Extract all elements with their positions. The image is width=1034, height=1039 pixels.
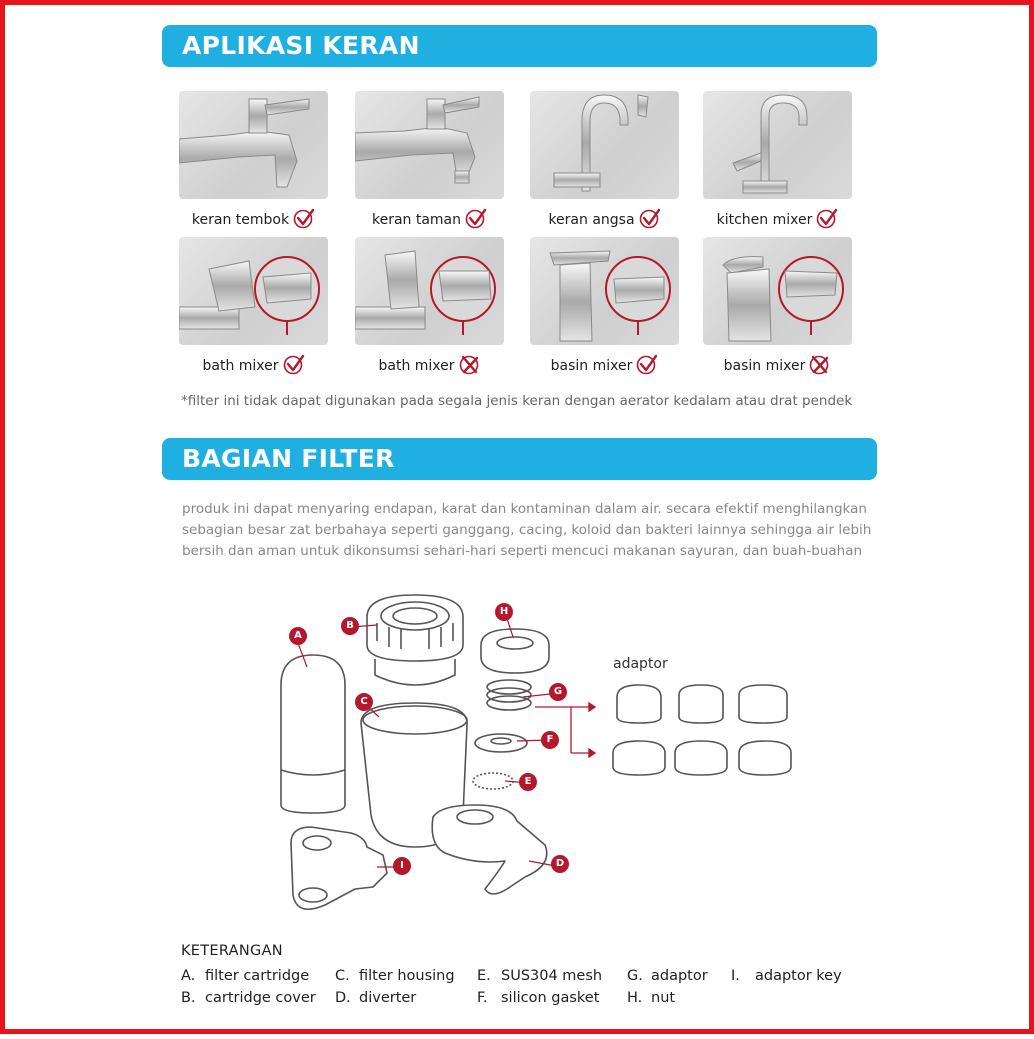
adaptor-arrows [535, 703, 595, 757]
faucet-tile [703, 237, 852, 379]
legend-text: filter cartridge [205, 968, 310, 984]
legend-text: adaptor [651, 968, 708, 984]
legend-text: nut [651, 990, 676, 1006]
legend-item [335, 990, 416, 1006]
faucet-tile [703, 91, 852, 233]
cross-icon [459, 353, 481, 379]
faucet-label: basin mixer [550, 358, 633, 374]
callout-i: I [393, 857, 411, 875]
legend-item [627, 968, 708, 984]
legend-text: cartridge cover [205, 990, 316, 1006]
faucet-tile [530, 91, 679, 233]
callout-h: H [495, 603, 513, 621]
legend-letter: A. [181, 968, 196, 984]
legend-letter: I. [731, 968, 740, 984]
faucet-photo [355, 91, 504, 199]
nut-drawing [481, 629, 549, 673]
legend-text: silicon gasket [501, 990, 600, 1006]
cartridge-cover-drawing [367, 595, 463, 685]
legend-title: KETERANGAN [181, 943, 283, 959]
faucet-caption [530, 207, 679, 233]
description-line: produk ini dapat menyaring endapan, karat dan kontaminan dalam air. secara efektif menghilangkan [182, 501, 867, 517]
faucet-label: kitchen mixer [716, 212, 813, 228]
legend-letter: B. [181, 990, 196, 1006]
legend-item [181, 968, 309, 984]
faucet-tile [355, 91, 504, 233]
description-line: bersih dan aman untuk dikonsumsi sehari-hari seperti mencuci makanan sayuran, dan buah-buahan [182, 543, 863, 559]
callout-g: G [549, 683, 567, 701]
silicon-gasket-drawing [475, 734, 527, 752]
faucet-tile [530, 237, 679, 379]
legend-item [731, 968, 842, 984]
faucet-photo [703, 237, 852, 345]
faucet-photo [530, 237, 679, 345]
legend-item [477, 968, 602, 984]
legend-item [627, 990, 675, 1006]
legend-text: filter housing [359, 968, 455, 984]
adaptor-key-drawing [291, 827, 387, 909]
adaptor-set-drawing [613, 685, 791, 775]
faucet-caption [179, 353, 328, 379]
faucet-tile [355, 237, 504, 379]
callout-d: D [551, 855, 569, 873]
faucet-label: keran taman [371, 212, 462, 228]
cross-icon [809, 353, 831, 379]
legend-letter: C. [335, 968, 350, 984]
section-title-bagian-filter: BAGIAN FILTER [162, 438, 877, 480]
section-title-aplikasi-keran: APLIKASI KERAN [162, 25, 877, 67]
legend-text: diverter [359, 990, 417, 1006]
faucet-caption [703, 207, 852, 233]
callout-c: C [355, 693, 373, 711]
legend-letter: H. [627, 990, 643, 1006]
legend-letter: D. [335, 990, 351, 1006]
diverter-drawing [432, 805, 547, 894]
faucet-label: keran angsa [548, 212, 635, 228]
legend-item [181, 990, 316, 1006]
check-icon [639, 207, 661, 233]
legend-letter: E. [477, 968, 491, 984]
faucet-caption [355, 207, 504, 233]
product-description [182, 499, 872, 562]
faucet-photo [179, 237, 328, 345]
check-icon [293, 207, 315, 233]
legend-text: SUS304 mesh [501, 968, 603, 984]
legend-letter: G. [627, 968, 643, 984]
adaptor-label: adaptor [613, 656, 668, 672]
faucet-tile [179, 237, 328, 379]
legend-text: adaptor key [755, 968, 842, 984]
check-icon [816, 207, 838, 233]
filter-cartridge-drawing [281, 655, 345, 813]
faucet-tile [179, 91, 328, 233]
callout-a: A [289, 627, 307, 645]
faucet-caption [530, 353, 679, 379]
faucet-label: bath mixer [202, 358, 279, 374]
check-icon [465, 207, 487, 233]
faucet-photo [355, 237, 504, 345]
faucet-photo [179, 91, 328, 199]
callout-b: B [341, 617, 359, 635]
faucet-caption [703, 353, 852, 379]
faucet-photo [530, 91, 679, 199]
callout-f: F [541, 731, 559, 749]
compatibility-note: *filter ini tidak dapat digunakan pada segala jenis keran dengan aerator kedalam atau drat pendek [181, 393, 853, 409]
faucet-label: basin mixer [723, 358, 806, 374]
faucet-label: keran tembok [191, 212, 290, 228]
check-icon [636, 353, 658, 379]
adaptor-ring-drawing [487, 680, 531, 710]
legend-item [335, 968, 455, 984]
callout-e: E [519, 773, 537, 791]
legend-letter: F. [477, 990, 488, 1006]
check-icon [283, 353, 305, 379]
faucet-label: bath mixer [378, 358, 455, 374]
description-line: sebagian besar zat berbahaya seperti ganggang, cacing, koloid dan bakteri lainnya sehingga air lebih [182, 522, 872, 538]
faucet-photo [703, 91, 852, 199]
legend-item [477, 990, 599, 1006]
faucet-caption [355, 353, 504, 379]
faucet-caption [179, 207, 328, 233]
